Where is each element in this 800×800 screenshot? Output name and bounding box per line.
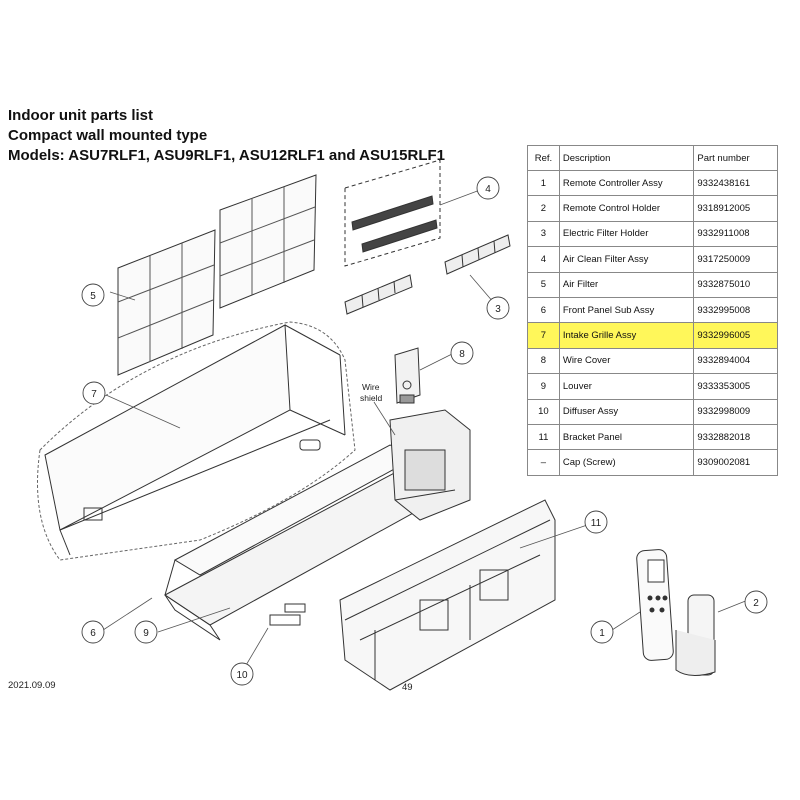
- cell-description: Intake Grille Assy: [559, 323, 694, 348]
- page-number: 49: [402, 682, 413, 693]
- cell-description: Bracket Panel: [559, 424, 694, 449]
- table-row-highlighted: [528, 323, 778, 348]
- cell-ref: 3: [528, 221, 560, 246]
- cell-part-number: 9309002081: [694, 450, 778, 475]
- callout-5: 5: [90, 291, 96, 302]
- cell-part-number: 9332998009: [694, 399, 778, 424]
- cell-description: Electric Filter Holder: [559, 221, 694, 246]
- cell-ref: 5: [528, 272, 560, 297]
- header-description: Description: [559, 146, 694, 171]
- remote-holder-drawing: [676, 595, 715, 676]
- wire-cover-drawing: [395, 348, 420, 403]
- cell-description: Wire Cover: [559, 348, 694, 373]
- cell-part-number: 9332894004: [694, 348, 778, 373]
- cell-part-number: 9332996005: [694, 323, 778, 348]
- title-line-unit-type: Compact wall mounted type: [8, 127, 208, 144]
- wire-shield-label-line1: Wire: [362, 382, 380, 392]
- title-line-parts-list: Indoor unit parts list: [8, 107, 153, 124]
- wire-shield-label-line2: shield: [360, 393, 383, 403]
- callout-4: 4: [485, 184, 491, 195]
- cell-part-number: 9332438161: [694, 171, 778, 196]
- table-row: [528, 374, 778, 399]
- cell-description: Cap (Screw): [559, 450, 694, 475]
- cell-ref: 4: [528, 247, 560, 272]
- callout-3: 3: [495, 304, 501, 315]
- cell-ref: 2: [528, 196, 560, 221]
- table-row: [528, 399, 778, 424]
- table-row: [528, 297, 778, 322]
- callout-9: 9: [143, 628, 149, 639]
- table-row: [528, 424, 778, 449]
- cell-ref: 11: [528, 424, 560, 449]
- cell-ref: 8: [528, 348, 560, 373]
- callout-8: 8: [459, 349, 465, 360]
- cell-description: Diffuser Assy: [559, 399, 694, 424]
- footer-date: 2021.09.09: [8, 680, 56, 691]
- cell-ref: 10: [528, 399, 560, 424]
- callout-2: 2: [753, 598, 759, 609]
- cell-description: Louver: [559, 374, 694, 399]
- callout-7: 7: [91, 389, 97, 400]
- parts-table: [527, 145, 778, 476]
- cell-ref: –: [528, 450, 560, 475]
- cell-ref: 1: [528, 171, 560, 196]
- air-clean-filter-drawing: [345, 160, 440, 266]
- cell-part-number: 9332882018: [694, 424, 778, 449]
- callout-1: 1: [599, 628, 605, 639]
- cell-ref: 7: [528, 323, 560, 348]
- callout-6: 6: [90, 628, 96, 639]
- cell-description: Front Panel Sub Assy: [559, 297, 694, 322]
- cell-ref: 6: [528, 297, 560, 322]
- cell-description: Remote Controller Assy: [559, 171, 694, 196]
- cell-part-number: 9332995008: [694, 297, 778, 322]
- table-row: [528, 247, 778, 272]
- table-row: [528, 348, 778, 373]
- cell-part-number: 9317250009: [694, 247, 778, 272]
- cell-part-number: 9332911008: [694, 221, 778, 246]
- cell-description: Air Filter: [559, 272, 694, 297]
- cell-ref: 9: [528, 374, 560, 399]
- title-line-models: Models: ASU7RLF1, ASU9RLF1, ASU12RLF1 and ASU15RLF1: [8, 147, 446, 164]
- header-ref: Ref.: [528, 146, 560, 171]
- table-row: [528, 272, 778, 297]
- cell-description: Remote Control Holder: [559, 196, 694, 221]
- table-row: [528, 221, 778, 246]
- callout-10: 10: [236, 670, 248, 681]
- cell-part-number: 9333353005: [694, 374, 778, 399]
- table-row: [528, 171, 778, 196]
- table-row: [528, 196, 778, 221]
- remote-controller-drawing: [636, 549, 674, 661]
- table-row: [528, 450, 778, 475]
- cell-description: Air Clean Filter Assy: [559, 247, 694, 272]
- callout-11: 11: [590, 518, 602, 529]
- table-header-row: [528, 146, 778, 171]
- header-part-number: Part number: [694, 146, 778, 171]
- cell-part-number: 9332875010: [694, 272, 778, 297]
- cell-part-number: 9318912005: [694, 196, 778, 221]
